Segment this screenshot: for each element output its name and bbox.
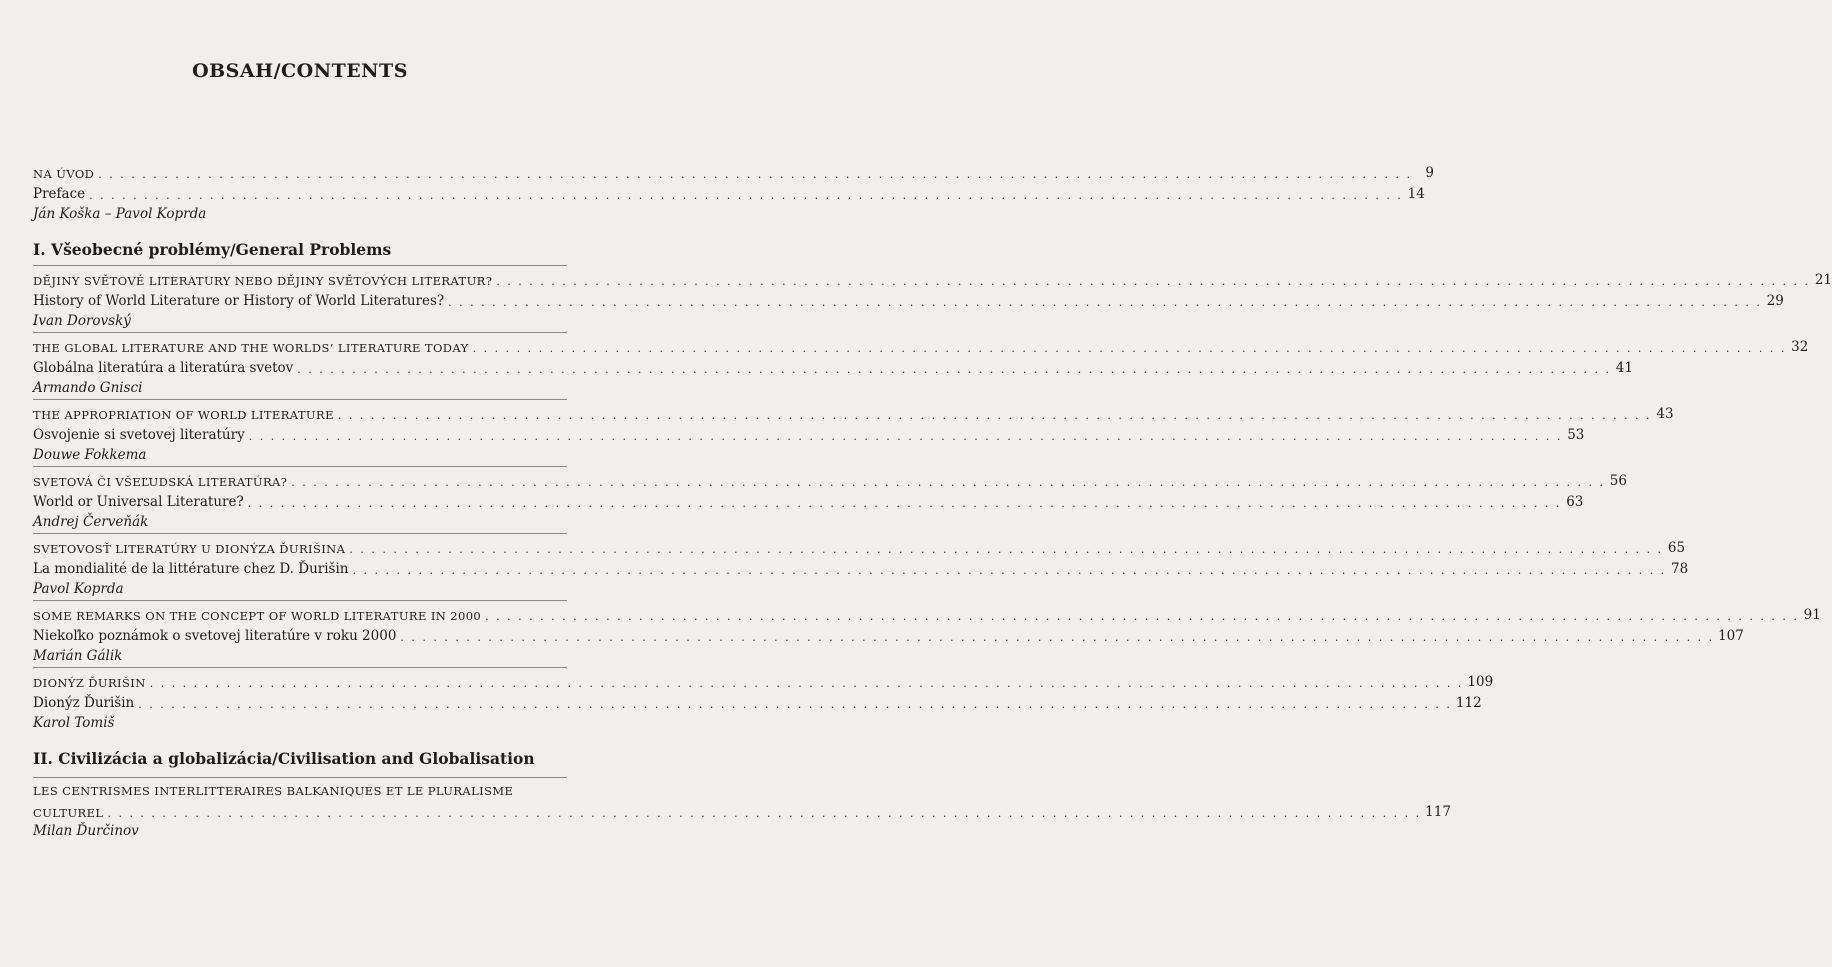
toc-entry[interactable] [33, 425, 1585, 443]
entry-page: 9 [1425, 165, 1434, 181]
dot-leader: . . . . . . . . . . . . . . . . . . . . . . . . . . . . . . . . . . . . . . . . . . . . . . . . . . . . . . . . . . . . . . . . . . . . . . . . . . . . . . . . . . . . . . . . . . . . . . . . . . . . . . . . . . . . . . . . . . . . . . . . [448, 296, 1762, 309]
toc-entry[interactable] [33, 802, 1451, 820]
entry-page: 32 [1791, 339, 1809, 355]
toc-entry[interactable] [33, 492, 1584, 510]
entry-title: NA ÚVOD [33, 167, 95, 181]
separator [33, 265, 567, 266]
dot-leader: . . . . . . . . . . . . . . . . . . . . . . . . . . . . . . . . . . . . . . . . . . . . . . . . . . . . . . . . . . . . . . . . . . . . . . . . . . . . . . . . . . . . . . . . . . . . . . . . . . . . . . . . . . . . . . . . . . . . . . . . [247, 497, 1562, 510]
dot-leader: . . . . . . . . . . . . . . . . . . . . . . . . . . . . . . . . . . . . . . . . . . . . . . . . . . . . . . . . . . . . . . . . . . . . . . . . . . . . . . . . . . . . . . . . . . . . . . . . . . . . . . . . . . . . . . . . . . . . . . . . [107, 807, 1422, 820]
separator [33, 399, 567, 400]
toc-entry[interactable] [33, 672, 1494, 690]
dot-leader: . . . . . . . . . . . . . . . . . . . . . . . . . . . . . . . . . . . . . . . . . . . . . . . . . . . . . . . . . . . . . . . . . . . . . . . . . . . . . . . . . . . . . . . . . . . . . . . . . . . . . . . . . . . . . . . . . . . . . . . . [149, 677, 1464, 690]
separator [33, 777, 567, 778]
entry-page: 43 [1656, 406, 1674, 422]
entry-title: Niekoľko poznámok o svetovej literatúre v roku 2000 [33, 628, 397, 644]
entry-author: Pavol Koprda [33, 581, 124, 597]
separator [33, 332, 567, 333]
toc-entry[interactable] [33, 291, 1784, 309]
entry-author: Andrej Červeňák [33, 514, 149, 530]
toc-entry[interactable] [33, 404, 1674, 422]
entry-title: THE APPROPRIATION OF WORLD LITERATURE [33, 408, 334, 422]
dot-leader: . . . . . . . . . . . . . . . . . . . . . . . . . . . . . . . . . . . . . . . . . . . . . . . . . . . . . . . . . . . . . . . . . . . . . . . . . . . . . . . . . . . . . . . . . . . . . . . . . . . . . . . . . . . . . . . . . . . . . . . . [138, 698, 1452, 711]
entry-author: Ivan Dorovský [33, 313, 131, 329]
toc-entry[interactable] [33, 163, 1434, 181]
toc-entry[interactable] [33, 559, 1689, 577]
separator [33, 466, 567, 467]
dot-leader: . . . . . . . . . . . . . . . . . . . . . . . . . . . . . . . . . . . . . . . . . . . . . . . . . . . . . . . . . . . . . . . . . . . . . . . . . . . . . . . . . . . . . . . . . . . . . . . . . . . . . . . . . . . . . . . . . . . . . . . . [297, 363, 1611, 376]
entry-page: 63 [1566, 494, 1584, 510]
separator [33, 600, 567, 601]
entry-page: 78 [1671, 561, 1689, 577]
dot-leader: . . . . . . . . . . . . . . . . . . . . . . . . . . . . . . . . . . . . . . . . . . . . . . . . . . . . . . . . . . . . . . . . . . . . . . . . . . . . . . . . . . . . . . . . . . . . . . . . . . . . . . . . . . . . . . . . . . . . . . . . [248, 430, 1563, 443]
entry-title: La mondialité de la littérature chez D. Ďurišin [33, 561, 349, 577]
page-title: OBSAH/CONTENTS [192, 60, 408, 82]
entry-page: 29 [1766, 293, 1784, 309]
entry-author: Armando Gnisci [33, 380, 143, 396]
entry-page: 41 [1615, 360, 1633, 376]
separator [33, 533, 567, 534]
dot-leader: . . . . . . . . . . . . . . . . . . . . . . . . . . . . . . . . . . . . . . . . . . . . . . . . . . . . . . . . . . . . . . . . . . . . . . . . . . . . . . . . . . . . . . . . . . . . . . . . . . . . . . . . . . . . . . . . . . . . . . . . [291, 476, 1605, 489]
dot-leader: . . . . . . . . . . . . . . . . . . . . . . . . . . . . . . . . . . . . . . . . . . . . . . . . . . . . . . . . . . . . . . . . . . . . . . . . . . . . . . . . . . . . . . . . . . . . . . . . . . . . . . . . . . . . . . . . . . . . . . . . [400, 631, 1715, 644]
entry-title: SVETOVOSŤ LITERATÚRY U DIONÝZA ĎURIŠINA [33, 542, 346, 556]
entry-page: 107 [1718, 628, 1744, 644]
entry-page: 109 [1467, 674, 1494, 690]
entry-page: 56 [1609, 473, 1627, 489]
dot-leader: . . . . . . . . . . . . . . . . . . . . . . . . . . . . . . . . . . . . . . . . . . . . . . . . . . . . . . . . . . . . . . . . . . . . . . . . . . . . . . . . . . . . . . . . . . . . . . . . . . . . . . . . . . . . . . . . . . . . . . . . [349, 543, 1664, 556]
entry-title: SVETOVÁ ČI VŠEĽUDSKÁ LITERATÚRA? [33, 475, 288, 489]
dot-leader: . . . . . . . . . . . . . . . . . . . . . . . . . . . . . . . . . . . . . . . . . . . . . . . . . . . . . . . . . . . . . . . . . . . . . . . . . . . . . . . . . . . . . . . . . . . . . . . . . . . . . . . . . . . . . . . . . . . . . . . . [485, 610, 1799, 623]
dot-leader: . . . . . . . . . . . . . . . . . . . . . . . . . . . . . . . . . . . . . . . . . . . . . . . . . . . . . . . . . . . . . . . . . . . . . . . . . . . . . . . . . . . . . . . . . . . . . . . . . . . . . . . . . . . . . . . . . . . . . . . . [89, 189, 1403, 202]
dot-leader: . . . . . . . . . . . . . . . . . . . . . . . . . . . . . . . . . . . . . . . . . . . . . . . . . . . . . . . . . . . . . . . . . . . . . . . . . . . . . . . . . . . . . . . . . . . . . . . . . . . . . . . . . . . . . . . . . . . . . . . . [496, 275, 1810, 288]
entry-title: DIONÝZ ĎURIŠIN [33, 676, 146, 690]
entry-page: 112 [1455, 695, 1482, 711]
entry-author: Milan Ďurčinov [33, 823, 139, 839]
entry-title: LES CENTRISMES INTERLITTERAIRES BALKANIQUES ET LE PLURALISME [33, 784, 514, 798]
entry-title: Dionýz Ďurišin [33, 695, 135, 711]
dot-leader: . . . . . . . . . . . . . . . . . . . . . . . . . . . . . . . . . . . . . . . . . . . . . . . . . . . . . . . . . . . . . . . . . . . . . . . . . . . . . . . . . . . . . . . . . . . . . . . . . . . . . . . . . . . . . . . . . . . . . . . . [98, 168, 1412, 181]
toc-entry[interactable] [33, 626, 1744, 644]
entry-author: Douwe Fokkema [33, 447, 147, 463]
entry-title: CULTUREL [33, 806, 104, 820]
dot-leader: . . . . . . . . . . . . . . . . . . . . . . . . . . . . . . . . . . . . . . . . . . . . . . . . . . . . . . . . . . . . . . . . . . . . . . . . . . . . . . . . . . . . . . . . . . . . . . . . . . . . . . . . . . . . . . . . . . . . . . . . [337, 409, 1652, 422]
toc-entry[interactable] [33, 605, 1821, 623]
dot-leader: . . . . . . . . . . . . . . . . . . . . . . . . . . . . . . . . . . . . . . . . . . . . . . . . . . . . . . . . . . . . . . . . . . . . . . . . . . . . . . . . . . . . . . . . . . . . . . . . . . . . . . . . . . . . . . . . . . . . . . . . [472, 342, 1787, 355]
entry-title: Globálna literatúra a literatúra svetov [33, 360, 294, 376]
section-heading: I. Všeobecné problémy/General Problems [33, 240, 392, 259]
entry-title: Osvojenie si svetovej literatúry [33, 427, 245, 443]
separator [33, 667, 567, 668]
entry-page: 53 [1567, 427, 1585, 443]
toc-entry[interactable] [33, 693, 1482, 711]
toc-entry[interactable] [33, 184, 1425, 202]
entry-title: THE GLOBAL LITERATURE AND THE WORLDS’ LITERATURE TODAY [33, 341, 469, 355]
entry-page: 91 [1803, 607, 1821, 623]
entry-page: 21 [1814, 272, 1832, 288]
toc-entry[interactable] [33, 471, 1627, 489]
toc-entry[interactable] [33, 270, 1832, 288]
toc-entry[interactable] [33, 337, 1809, 355]
entry-author: Marián Gálik [33, 648, 123, 664]
section-heading: II. Civilizácia a globalizácia/Civilisation and Globalisation [33, 749, 535, 768]
entry-author: Karol Tomiš [33, 715, 115, 731]
entry-author: Ján Koška – Pavol Koprda [33, 206, 207, 222]
entry-title: World or Universal Literature? [33, 494, 244, 510]
entry-title: SOME REMARKS ON THE CONCEPT OF WORLD LITERATURE IN 2000 [33, 609, 482, 623]
entry-page: 14 [1407, 186, 1425, 202]
entry-title: Preface [33, 186, 86, 202]
entry-title: DĚJINY SVĚTOVÉ LITERATURY NEBO DĚJINY SVĚTOVÝCH LITERATUR? [33, 274, 493, 288]
entry-page: 117 [1425, 804, 1451, 820]
dot-leader: . . . . . . . . . . . . . . . . . . . . . . . . . . . . . . . . . . . . . . . . . . . . . . . . . . . . . . . . . . . . . . . . . . . . . . . . . . . . . . . . . . . . . . . . . . . . . . . . . . . . . . . . . . . . . . . . . . . . . . . . [352, 564, 1667, 577]
entry-page: 65 [1667, 540, 1686, 556]
entry-title: History of World Literature or History of World Literatures? [33, 293, 445, 309]
toc-entry[interactable] [33, 538, 1686, 556]
toc-entry[interactable] [33, 358, 1633, 376]
